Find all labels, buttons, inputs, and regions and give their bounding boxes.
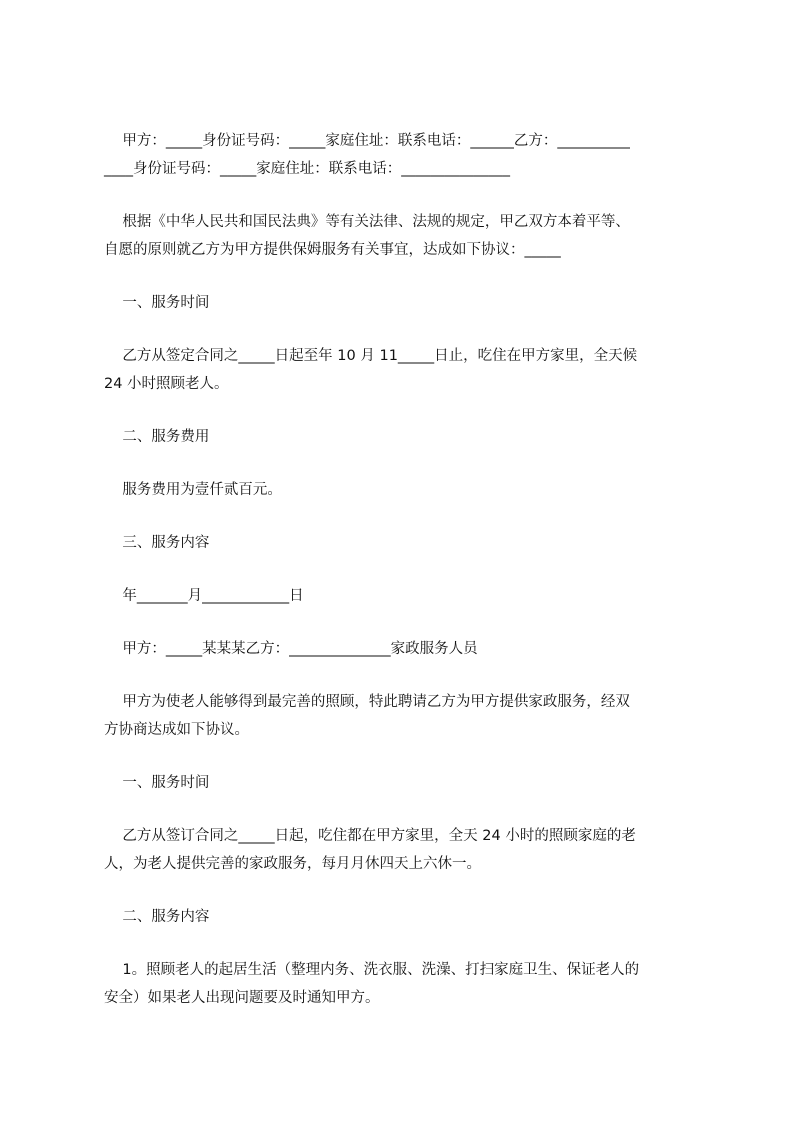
- party-names-line: 甲方：_____某某某乙方：______________家政服务人员: [104, 641, 478, 657]
- service-time-line-2: 24 小时照顾老人。: [104, 376, 229, 392]
- service-time-line-1: 乙方从签定合同之_____日起至年 10 月 11_____日止，吃住在甲方家里，全天候: [104, 348, 638, 364]
- section-heading-service-fee: 二、服务费用: [104, 429, 210, 445]
- section-heading-service-time: 一、服务时间: [104, 295, 210, 311]
- preamble-line-2: 自愿的原则就乙方为甲方提供保姆服务有关事宜，达成如下协议：_____: [104, 242, 561, 258]
- service-time-2-line-1: 乙方从签订合同之_____日起，吃住都在甲方家里，全天 24 小时的照顾家庭的老: [104, 828, 636, 844]
- section-heading-service-content: 三、服务内容: [104, 535, 210, 551]
- content-item-1-line-2: 安全）如果老人出现问题要及时通知甲方。: [104, 990, 380, 1006]
- content-item-1-line-1: 1。照顾老人的起居生活（整理内务、洗衣服、洗澡、打扫家庭卫生、保证老人的: [104, 962, 640, 978]
- party-info-line-1: 甲方：_____身份证号码：_____家庭住址：联系电话：______乙方：__________: [104, 133, 630, 149]
- agreement-intro-line-1: 甲方为使老人能够得到最完善的照顾，特此聘请乙方为甲方提供家政服务，经双: [104, 694, 630, 710]
- party-info-line-2: ____身份证号码：_____家庭住址：联系电话：_______________: [104, 161, 510, 177]
- agreement-intro-line-2: 方协商达成如下协议。: [104, 722, 249, 738]
- service-fee-line: 服务费用为壹仟贰百元。: [104, 482, 282, 498]
- preamble-line-1: 根据《中华人民共和国民法典》等有关法律、法规的规定，甲乙双方本着平等、: [104, 214, 630, 230]
- section-heading-service-content-2: 二、服务内容: [104, 909, 210, 925]
- section-heading-service-time-2: 一、服务时间: [104, 775, 210, 791]
- service-time-2-line-2: 人，为老人提供完善的家政服务，每月月休四天上六休一。: [104, 856, 481, 872]
- date-line: 年_______月____________日: [104, 588, 304, 604]
